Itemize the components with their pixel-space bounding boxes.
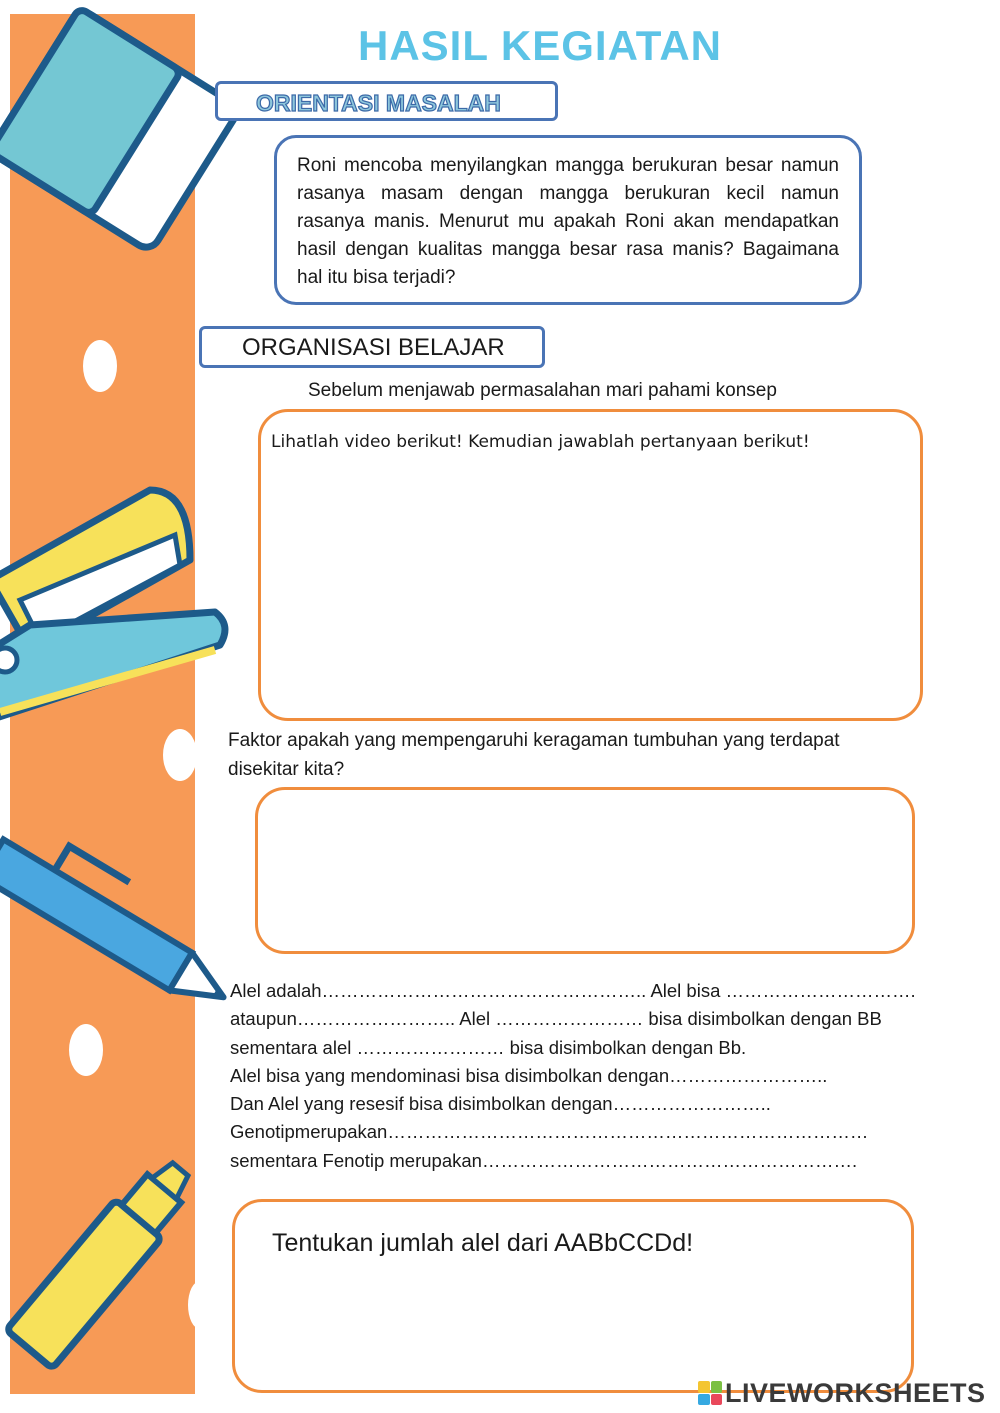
alel-line[interactable]: sementara alel …………………… bisa disimbolkan dengan Bb. [230,1036,747,1058]
alel-line[interactable]: ataupun…………………….. Alel …………………… bisa disimbolkan dengan BB [230,1008,882,1030]
alel-line[interactable]: sementara Fenotip merupakan……………………………………………………. [230,1149,858,1171]
section-label-organisasi [199,326,545,368]
page-title: HASIL KEGIATAN [357,22,722,69]
alel-line[interactable]: Dan Alel yang resesif bisa disimbolkan dengan…………………….. [230,1093,771,1115]
alel-fill-blanks [230,977,930,1175]
final-task-text: Tentukan jumlah alel dari AABbCCDd! [272,1229,694,1257]
strip-dot [83,340,117,392]
liveworksheets-logo [698,1378,986,1408]
faktor-question: Faktor apakah yang mempengaruhi keragaman tumbuhan yang terdapat disekitar kita? [228,730,840,780]
video-box[interactable] [258,409,923,721]
strip-dot [163,729,197,781]
strip-dot [69,1024,103,1076]
problem-question-text: Roni mencoba menyilangkan mangga berukuran besar namun rasanya masam dengan mangga berukuran kecil namun rasanya manis. Menurut mu apakah Roni akan mendapatkan hasil dengan kualitas mangga besar rasa manis? Bagaimana hal itu bisa terjadi? [297,155,839,288]
stationery-illustration [0,0,240,1413]
video-instruction: Lihatlah video berikut! Kemudian jawablah pertanyaan berikut! [271,432,810,452]
section-label-orientasi [215,81,558,121]
alel-line[interactable]: Genotipmerupakan…………………………………………………………………… [230,1121,869,1143]
logo-mark-icon [698,1381,722,1405]
final-task-box[interactable] [232,1199,914,1393]
highlighter-icon [6,1150,203,1369]
alel-line[interactable]: Alel bisa yang mendominasi bisa disimbolkan dengan…………………….. [230,1064,828,1086]
alel-line[interactable]: Alel adalah…………………………………………….. Alel bisa …………………………. [230,980,916,1001]
eraser-icon [0,8,240,253]
strip-dot [188,1281,212,1329]
pen-icon [0,815,240,1016]
faktor-answer-field[interactable] [255,787,915,954]
logo-text: LIVEWORKSHEETS [725,1377,986,1408]
problem-question-box [274,135,862,305]
section-label-orientasi-text: ORIENTASI MASALAH [256,90,501,116]
concept-intro-text: Sebelum menjawab permasalahan mari pahami konsep [308,380,777,401]
stapler-icon [0,490,225,720]
section-label-organisasi-text: ORGANISASI BELAJAR [242,334,505,361]
